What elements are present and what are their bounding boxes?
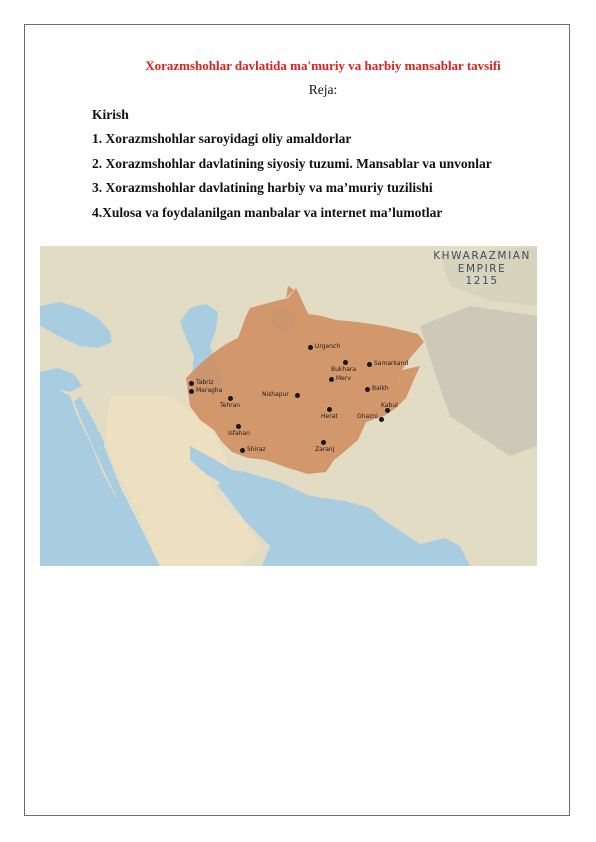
city-dot xyxy=(343,360,348,365)
map-graphic xyxy=(40,246,537,566)
city-dot xyxy=(236,424,241,429)
city-dot xyxy=(295,393,300,398)
plan-item-2: 2. Xorazmshohlar davlatining siyosiy tuzumi. Mansablar va unvonlar xyxy=(92,155,492,171)
plan-item-1: 1. Xorazmshohlar saroyidagi oliy amaldorlar xyxy=(92,131,352,147)
city-label-zaranj: Zaranj xyxy=(315,446,335,453)
city-label-maragha: Maragha xyxy=(196,387,223,394)
map-title-line-3: 1215 xyxy=(465,275,499,287)
city-label-kabul: Kabul xyxy=(381,402,398,409)
plan-item-4: 4.Xulosa va foydalanilgan manbalar va internet ma’lumotlar xyxy=(92,204,443,220)
city-label-urgench: Urgench xyxy=(315,343,341,350)
city-label-herat: Herat xyxy=(321,413,338,420)
plan-heading: Reja: xyxy=(308,82,338,97)
city-dot xyxy=(240,448,245,453)
city-dot xyxy=(329,377,334,382)
city-dot xyxy=(367,362,372,367)
city-label-tehran: Tehran xyxy=(220,402,241,409)
city-dot xyxy=(327,407,332,412)
plan-item-3: 3. Xorazmshohlar davlatining harbiy va ma’muriy tuzilishi xyxy=(92,180,433,196)
city-label-nishapur: Nishapur xyxy=(262,391,289,398)
city-dot xyxy=(228,396,233,401)
city-dot xyxy=(308,345,313,350)
city-label-balkh: Balkh xyxy=(372,385,389,392)
city-label-shiraz: Shiraz xyxy=(247,446,266,453)
city-label-samarkand: Samarkand xyxy=(374,360,409,367)
city-dot xyxy=(379,417,384,422)
document-title: Xorazmshohlar davlatida ma'muriy va harbiy mansablar tavsifi xyxy=(145,58,501,73)
plan-list xyxy=(92,106,492,228)
city-dot xyxy=(189,389,194,394)
city-label-merv: Merv xyxy=(336,375,351,382)
plan-item-intro: Kirish xyxy=(92,107,129,122)
city-label-isfahan: Isfahan xyxy=(228,430,250,437)
city-label-bukhara: Bukhara xyxy=(331,366,357,373)
city-dot xyxy=(321,440,326,445)
city-dot xyxy=(365,387,370,392)
city-label-tabriz: Tabriz xyxy=(196,379,214,386)
city-label-ghazni: Ghazni xyxy=(357,413,378,420)
empire-map xyxy=(40,246,537,566)
map-title xyxy=(433,250,531,288)
map-title-line-2: EMPIRE xyxy=(457,262,507,275)
city-dot xyxy=(189,381,194,386)
map-title-line-1: KHWARAZMIAN xyxy=(433,250,531,262)
